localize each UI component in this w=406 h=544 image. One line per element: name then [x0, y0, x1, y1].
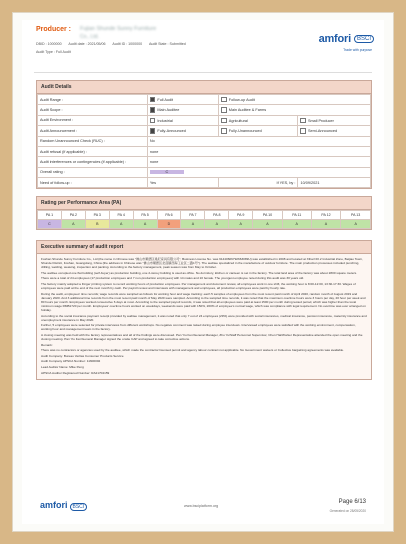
summary-paragraph: There was no contractors or agencies used by the auditee, which made the contractor licensed permit and agency labour contract not applicable. No Government waivers or Collective bargaining agreements was available. — [41, 348, 345, 353]
option-label: Fully-Unannounced — [228, 128, 262, 133]
pa-grade-cell: A — [133, 220, 157, 229]
summary-paragraph: The auditee occupied one flat building (self-buyer) as production building, one 2-storey building is used as office. No dormitory, kitchen or canteen is set in the factory. The total land area of the factory was about 2800 square meters. — [41, 270, 358, 275]
table-row — [38, 136, 371, 146]
pa-grade-row — [38, 220, 371, 229]
pa-header-cell: PA 1 — [38, 211, 62, 220]
checkbox-icon — [150, 118, 156, 124]
checkbox-icon — [300, 118, 306, 124]
pa-grade-cell: A — [311, 220, 341, 229]
pa-grade-cell: A — [229, 220, 253, 229]
summary-paragraph: Further, 5 employees were selected for private interviews from different workshops. No negative comment was raised during employee interviews. Interviewed employees were satisfied with the working environment, compensation, working hour and management team in the factory. — [41, 323, 356, 332]
pa-grade-cell: D — [157, 220, 181, 229]
table-row — [38, 95, 371, 105]
pa-grade-cell: A — [341, 220, 371, 229]
option-label: Full Audit — [157, 97, 173, 102]
option-cell — [219, 105, 371, 115]
pa-rating-table — [37, 210, 371, 229]
pa-rating-section — [36, 196, 372, 230]
summary-paragraph: Audit Company APSCA Number: 11600002 — [41, 359, 101, 364]
table-row — [38, 157, 371, 167]
checkbox-checked-icon — [150, 107, 156, 113]
meta-audit-state: Audit State : Submitted — [148, 42, 186, 46]
row-label: Audit Announcement : — [38, 126, 148, 136]
pa-header-cell: PA 2 — [61, 211, 85, 220]
summary-paragraph: There were a total of 24 employees (17 production employees and 7 non-production employees) with 14 males and 10 female. The youngest employee noted during this audit was 30 years old. — [41, 276, 305, 281]
row-label: Audit Scope : — [38, 105, 148, 115]
footer-url: www.bsciplatform.org — [184, 504, 219, 508]
overall-rating-badge: C — [150, 170, 184, 174]
audit-details-title: Audit Details — [37, 81, 371, 94]
audit-meta-row — [36, 42, 192, 46]
report-footer — [36, 496, 370, 518]
report-header — [28, 24, 378, 68]
table-row — [38, 105, 371, 115]
frame-mat — [12, 12, 394, 532]
option-cell — [298, 115, 371, 125]
checkbox-icon — [221, 107, 227, 113]
pa-header-cell: PA 3 — [85, 211, 109, 220]
amfori-logo — [319, 30, 374, 48]
summary-paragraph: According to the social insurance payment receipt provided by auditee management, it was noted that only 7 out of 24 employees (29%) were provided with social insurances, medical insurance, pension insurance, maternity insurance and unemployment insurance in May 2020. — [41, 313, 367, 322]
table-row — [38, 115, 371, 125]
summary-paragraph: APSCA Auditor Registered Number: RA21704159 — [41, 370, 110, 375]
option-cell — [147, 115, 218, 125]
producer-name-line2: Co., Ltd. — [80, 34, 99, 40]
row-label: Random Unannounced Check (RUC) : — [38, 136, 148, 146]
summary-paragraph: Lead Auditor Name: Mike Peng — [41, 365, 84, 370]
followup-value: Yes — [147, 178, 218, 188]
pa-rating-title: Rating per Performance Area (PA) — [37, 197, 371, 210]
footer-logo-text: amfori — [40, 500, 68, 510]
pa-header-cell: PA 4 — [109, 211, 133, 220]
row-value: none — [147, 146, 370, 156]
executive-summary-section — [36, 240, 372, 380]
summary-paragraph: A closing meeting was held with the factory representatives and all of the findings were discussed. Pan Yiu Fen/General Manager, Zhu Yu/Staff Personnel Supervisor, Chen Hai/Worker Representative attended the open meeting and the closing meeting. Pan Yiu Fen/General Manager signed the onsite CAP and agreed to take corrective actions. — [41, 333, 363, 342]
pa-grade-cell: A — [109, 220, 133, 229]
audit-details-section — [36, 80, 372, 189]
footer-amfori-logo — [40, 500, 87, 510]
summary-paragraph: The factory mainly adopted a Finger printing system to record working hours of production employees. Per management and document review, all employees work in one shift, the working hour is 8:00-12:00, 13:30-17:30. Wages of employees were paid at the end of the next month by cash. Per payroll review and interviews with management and employees, all production employees were paid by hourly rate. — [41, 281, 356, 291]
pa-grade-cell: A — [282, 220, 311, 229]
summary-paragraph: Foshan Shunde Sunny Furniture Co., Ltd (the name in Chinese was "佛山市顺德区桑尼家具有限公司", Business License No. was 91440606792663089U) was established in 2008 and located at Xihai NO.2 Industrial Zone, Beijiao Town, Shunde District, Foshan, Guangdong, China (the address in Chinese was "佛山市顺德区北滘镇西海工业区二路1号"). The auditee specialized in the manufacture of outdoor furniture. The main production processes included punching, drilling, welding, weaving, inspection and packing. According to the factory management, peak season was from May to October. — [41, 257, 363, 270]
table-row — [38, 178, 371, 188]
meta-dbid: DBID : 1000000 — [36, 42, 62, 46]
option-label: Agricultural — [228, 118, 248, 123]
executive-summary-body — [37, 254, 371, 379]
option-cell — [147, 95, 218, 105]
pa-header-cell: PA 9 — [229, 211, 253, 220]
amfori-logo-text: amfori — [318, 33, 351, 45]
option-cell — [147, 126, 218, 136]
pa-grade-cell: A — [205, 220, 229, 229]
footer-bsci-badge: BSCI — [70, 503, 88, 511]
pa-grade-cell: B — [85, 220, 109, 229]
pa-header-cell: PA 10 — [253, 211, 283, 220]
overall-rating-cell — [147, 167, 370, 177]
executive-summary-title: Executive summary of audit report — [37, 241, 371, 254]
row-value: No — [147, 136, 370, 146]
option-label: Small Producer — [307, 118, 334, 123]
checkbox-checked-icon — [150, 128, 156, 134]
table-row — [38, 167, 371, 177]
bsci-badge: BSCI — [354, 35, 374, 43]
audit-details-table — [37, 94, 371, 188]
option-cell — [298, 126, 371, 136]
meta-audit-date: Audit date : 2021/05/06 — [68, 42, 106, 46]
summary-paragraph: Audit Company: Bureau Veritas Consumer Products Service — [41, 353, 124, 358]
report-page — [22, 20, 384, 524]
summary-paragraph: During the audit, employees' time records; wage records were sampled as follows for working hour and wage tracking: each 5 samples of employees from the most recent paid month of April 2020, random month of August 2019 and January 2020. And 3 additional time records from the most recent paid month of May 2020 were sampled. According to the sampled time records, it was noted that the maximum overtime hours were 3 hours per day, 20 hour per week and 80 hours per month. Employees worked consecutive 6 days at most. According to the sampled payroll records, it was noted that all employees were paid at least 1500 per month during tested period, which was higher than the local minimum wage RMB1720 per month. Employees' overtime hours worked on weekdays, weekends were paid with 150%, 200% of employee's normal wage, which was compliance with legal requirement. No overtime was ever arranged on holiday. — [41, 291, 366, 313]
pa-header-cell: PA 6 — [157, 211, 181, 220]
logo-tagline: Trade with purpose — [343, 48, 372, 52]
producer-label: Producer : — [36, 26, 72, 33]
page-number: Page 6/13 — [338, 499, 366, 505]
row-label: Audit refusal (if applicable) : — [38, 146, 148, 156]
header-divider — [34, 72, 372, 73]
followup-label: Need of follow-up : — [38, 178, 148, 188]
option-label: Follow-up Audit — [228, 97, 255, 102]
if-yes-label: If YES, by : — [219, 178, 298, 188]
row-label: Audit interferences or contingencies (if applicable) : — [38, 157, 148, 167]
summary-paragraph: Remark: — [41, 342, 53, 347]
pa-header-cell: PA 13 — [341, 211, 371, 220]
pa-grade-cell: A — [181, 220, 205, 229]
if-yes-date: 10/09/2021 — [298, 178, 371, 188]
pa-grade-cell: A — [61, 220, 85, 229]
option-label: Semi-Announced — [307, 128, 338, 133]
overall-rating-label: Overall rating : — [38, 167, 148, 177]
checkbox-checked-icon — [150, 97, 156, 103]
option-cell — [219, 115, 298, 125]
option-label: Main Auditee — [157, 108, 180, 113]
row-label: Audit Environment : — [38, 115, 148, 125]
checkbox-icon — [221, 97, 227, 103]
producer-name: Fujian Shunde Sunny Furniture — [80, 26, 157, 32]
checkbox-icon — [221, 128, 227, 134]
option-label: Industrial — [157, 118, 173, 123]
checkbox-icon — [300, 128, 306, 134]
checkbox-icon — [221, 118, 227, 124]
table-row — [38, 146, 371, 156]
pa-header-cell: PA 7 — [181, 211, 205, 220]
row-label: Audit Range : — [38, 95, 148, 105]
table-row — [38, 126, 371, 136]
pa-header-cell: PA 5 — [133, 211, 157, 220]
pa-header-cell: PA 12 — [311, 211, 341, 220]
pa-header-cell: PA 8 — [205, 211, 229, 220]
option-cell — [219, 126, 298, 136]
pa-header-row — [38, 211, 371, 220]
pa-header-cell: PA 11 — [282, 211, 311, 220]
option-label: Main Auditee & Farms — [228, 108, 267, 113]
meta-audit-id: Audit ID : 1000000 — [112, 42, 143, 46]
pa-grade-cell: C — [38, 220, 62, 229]
generated-date: Generated on 28/05/2020 — [329, 509, 366, 513]
option-cell — [147, 105, 218, 115]
option-label: Fully-Announced — [157, 128, 186, 133]
row-value: none — [147, 157, 370, 167]
audit-type: Audit Type : Full Audit — [36, 50, 71, 54]
pa-grade-cell: A — [253, 220, 283, 229]
option-cell — [219, 95, 371, 105]
